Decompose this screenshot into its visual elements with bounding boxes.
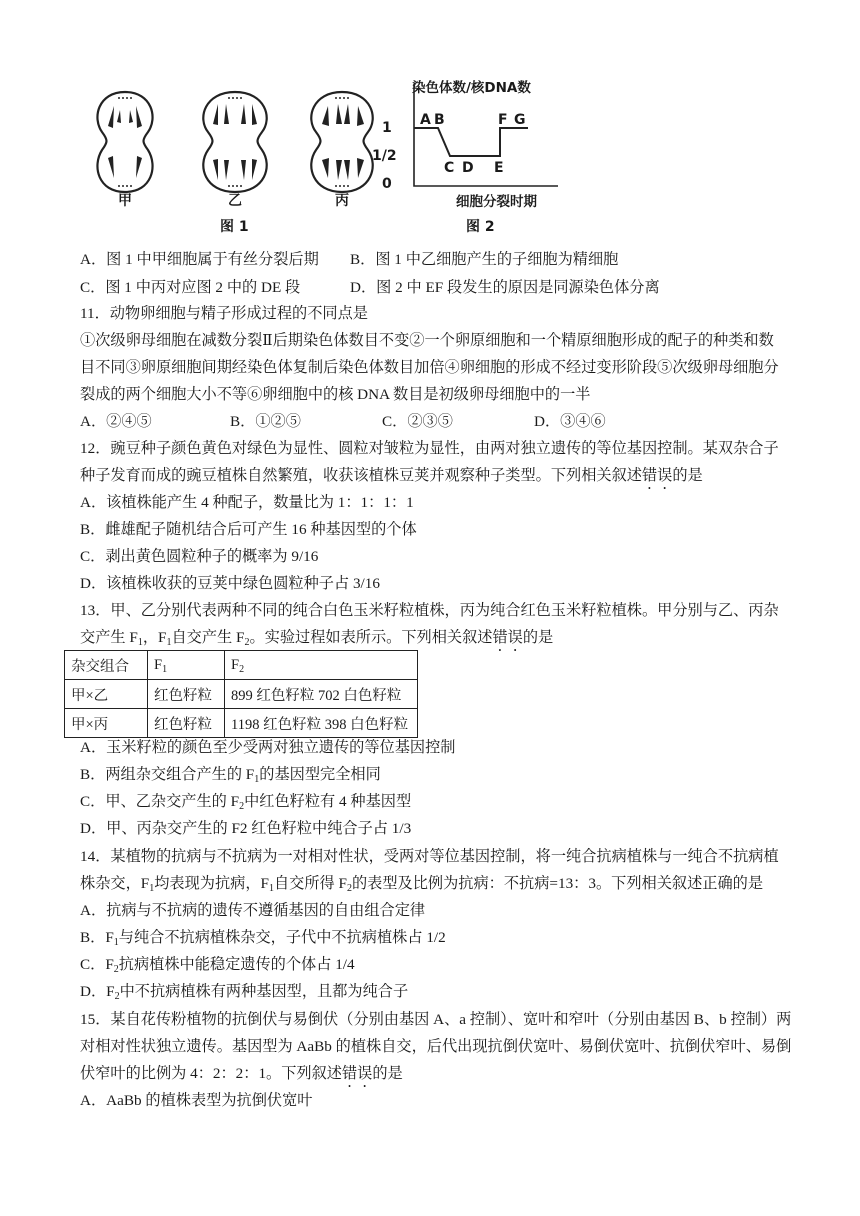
q13-sub: 2 [244,637,250,648]
ratio-curve [414,128,528,156]
table-cell: 899 红色籽粒 702 白色籽粒 [225,680,418,709]
header-cell [225,651,418,680]
q14-sub: 1 [268,883,274,894]
q13-emphasis: 错误 [492,629,523,646]
q14-c-end: 抗病植株中能稳定遗传的个体占 1/4 [118,956,355,973]
q12-emphasis: 错误 [641,467,673,484]
q12-stem-line2 [80,466,703,493]
q12-option-d: D．该植株收获的豆荚中绿色圆粒种子占 3/16 [80,575,380,592]
y-tick-0: 0 [382,176,392,192]
q14-d-text: D．F [80,983,115,1000]
q14-d-end: 中不抗病植株有两种基因型，且都为纯合子 [119,983,409,1000]
table-row [65,709,418,738]
q11-body-line3: 裂成的两个细胞大小不等⑥卵细胞中的核 DNA 数目是初级卵母细胞中的一半 [80,386,591,403]
cell-jia-chromosomes [108,106,142,178]
q11-option-c: C．②③⑤ [382,413,453,430]
q13-option-a: A．玉米籽粒的颜色至少受两对独立遗传的等位基因控制 [80,739,456,756]
cell-division-diagram [80,70,390,240]
q13-stem-text-b: ，F [142,629,167,646]
q13-c-text: C．甲、乙杂交产生的 F [80,793,240,810]
cell-bing-outline [311,92,372,192]
figure-2 [368,70,568,240]
header-sub: 1 [162,663,168,675]
q15-stem-line2: 对相对性状独立遗传。基因型为 AaBb 的植株自交，后代出现抗倒伏宽叶、易倒伏宽叶、抗倒伏窄叶、易倒 [80,1038,792,1055]
figure-1-caption: 图 1 [220,219,249,235]
q10-option-d: D．图 2 中 EF 段发生的原因是同源染色体分离 [350,279,660,296]
cell-yi-outline [203,92,266,192]
point-E: E [494,160,504,176]
q14-stem-text-d: 的表型及比例为抗病：不抗病=13：3。下列相关叙述正确的是 [351,875,764,892]
figure-1 [80,70,390,240]
table-cell: 1198 红色籽粒 398 白色籽粒 [225,709,418,738]
q11-option-a: A．②④⑤ [80,413,152,430]
q13-b-end: 的基因型完全相同 [259,766,381,783]
q15-stem-text: 伏窄叶的比例为 4：2：2：1。下列叙述 [80,1065,342,1082]
cell-label-bing: 丙 [335,193,349,209]
cell-label-jia: 甲 [118,193,132,209]
q13-stem-text-c: 自交产生 F [171,629,245,646]
graph-y-title: 染色体数/核DNA数 [412,80,531,96]
table-cell: 红色籽粒 [148,709,225,738]
q13-b-sub: 1 [254,774,260,785]
q14-stem-line2 [80,874,763,894]
header-text: F [154,656,163,673]
cell-bing-chromosomes [322,104,364,180]
q14-b-text: B．F [80,929,114,946]
q14-option-d [80,982,408,1002]
q14-d-sub: 2 [114,991,120,1002]
q15-stem-line1: 15．某自花传粉植物的抗倒伏与易倒伏（分别由基因 A、a 控制）、宽叶和窄叶（分别由基因 B、b 控制）两 [80,1011,792,1028]
q15-emphasis: 错误 [341,1065,373,1082]
q15-stem-end: 的是 [372,1065,403,1082]
table-cell: 甲×丙 [65,709,148,738]
q13-stem-line1: 13．甲、乙分别代表两种不同的纯合白色玉米籽粒植株，丙为纯合红色玉米籽粒植株。甲分别与乙、丙杂 [80,602,779,619]
q14-c-text: C．F [80,956,114,973]
q14-sub: 2 [346,883,352,894]
q14-sub: 1 [149,883,155,894]
header-sub: 2 [239,663,245,675]
table-header-row [65,651,418,680]
q14-option-c [80,955,355,975]
q14-option-a: A．抗病与不抗病的遗传不遵循基因的自由组合定律 [80,902,426,919]
q11-stem: 11．动物卵细胞与精子形成过程的不同点是 [80,305,368,322]
cell-jia-outline [97,92,152,192]
cell-label-yi: 乙 [228,193,242,209]
q13-stem-text-d: 。实验过程如表所示。下列相关叙述 [249,629,493,646]
q14-c-sub: 2 [113,964,119,975]
q12-option-b: B．雌雄配子随机结合后可产生 16 种基因型的个体 [80,521,417,538]
q15-option-a: A．AaBb 的植株表型为抗倒伏宽叶 [80,1092,313,1109]
q11-option-b: B．①②⑤ [230,413,301,430]
q10-option-b: B．图 1 中乙细胞产生的子细胞为精细胞 [350,251,619,268]
q15-stem-line3 [80,1064,403,1091]
q13-b-text: B．两组杂交组合产生的 F [80,766,255,783]
q14-option-b [80,928,446,948]
point-G: G [514,112,526,128]
q14-stem-text-c: 自交所得 F [273,875,347,892]
y-tick-half: 1/2 [372,148,397,164]
header-cell [148,651,225,680]
q13-sub: 1 [137,637,143,648]
table-row [65,680,418,709]
q12-stem-line1: 12．豌豆种子颜色黄色对绿色为显性、圆粒对皱粒为显性，由两对独立遗传的等位基因控制。某双杂合子 [80,440,779,457]
header-cell: 杂交组合 [65,651,148,680]
point-B: B [434,112,445,128]
point-A: A [420,112,431,128]
cell-yi-chromosomes [213,104,257,180]
q14-stem-text-b: 均表现为抗病，F [154,875,269,892]
y-tick-1: 1 [382,120,392,136]
q14-b-sub: 1 [113,937,119,948]
q14-stem-line1: 14．某植物的抗病与不抗病为一对相对性状，受两对等位基因控制，将一纯合抗病植株与一纯合不抗病植 [80,848,779,865]
point-C: C [444,160,455,176]
q14-stem-text-a: 株杂交，F [80,875,150,892]
q13-option-c [80,792,411,812]
graph-x-title: 细胞分裂时期 [456,194,537,210]
q12-stem-text: 种子发育而成的豌豆植株自然繁殖，收获该植株豆荚并观察种子类型。下列相关叙述 [80,467,642,484]
q10-option-c: C．图 1 中丙对应图 2 中的 DE 段 [80,279,301,296]
q12-option-a: A．该植株能产生 4 种配子，数量比为 1：1：1：1 [80,494,414,511]
q12-option-c: C．剥出黄色圆粒种子的概率为 9/16 [80,548,319,565]
q10-option-a: A．图 1 中甲细胞属于有丝分裂后期 [80,251,319,268]
header-text: F [231,656,240,673]
q13-c-sub: 2 [239,801,245,812]
q13-stem-end: 的是 [522,629,554,646]
q13-option-b [80,765,381,785]
point-F: F [498,112,508,128]
q12-stem-end: 的是 [672,467,703,484]
q14-b-end: 与纯合不抗病植株杂交，子代中不抗病植株占 1/2 [118,929,446,946]
q13-stem-text-a: 交产生 F [80,629,138,646]
point-D: D [462,160,474,176]
q11-body-line1: ①次级卵母细胞在减数分裂Ⅱ后期染色体数目不变②一个卵原细胞和一个精原细胞形成的配子的种类和数 [80,332,774,349]
table-cell: 甲×乙 [65,680,148,709]
q11-option-d: D．③④⑥ [534,413,606,430]
q13-sub: 1 [166,637,172,648]
chromosome-dna-ratio-graph [368,70,568,240]
q13-c-end: 中红色籽粒有 4 种基因型 [244,793,412,810]
q11-body-line2: 目不同③卵原细胞间期经染色体复制后染色体数目加倍④卵细胞的形成不经过变形阶段⑤次级卵母细胞分 [80,359,779,376]
q13-option-d: D．甲、丙杂交产生的 F2 红色籽粒中纯合子占 1/3 [80,820,412,837]
figure-2-caption: 图 2 [466,219,495,235]
table-cell: 红色籽粒 [148,680,225,709]
q13-table [64,650,418,738]
